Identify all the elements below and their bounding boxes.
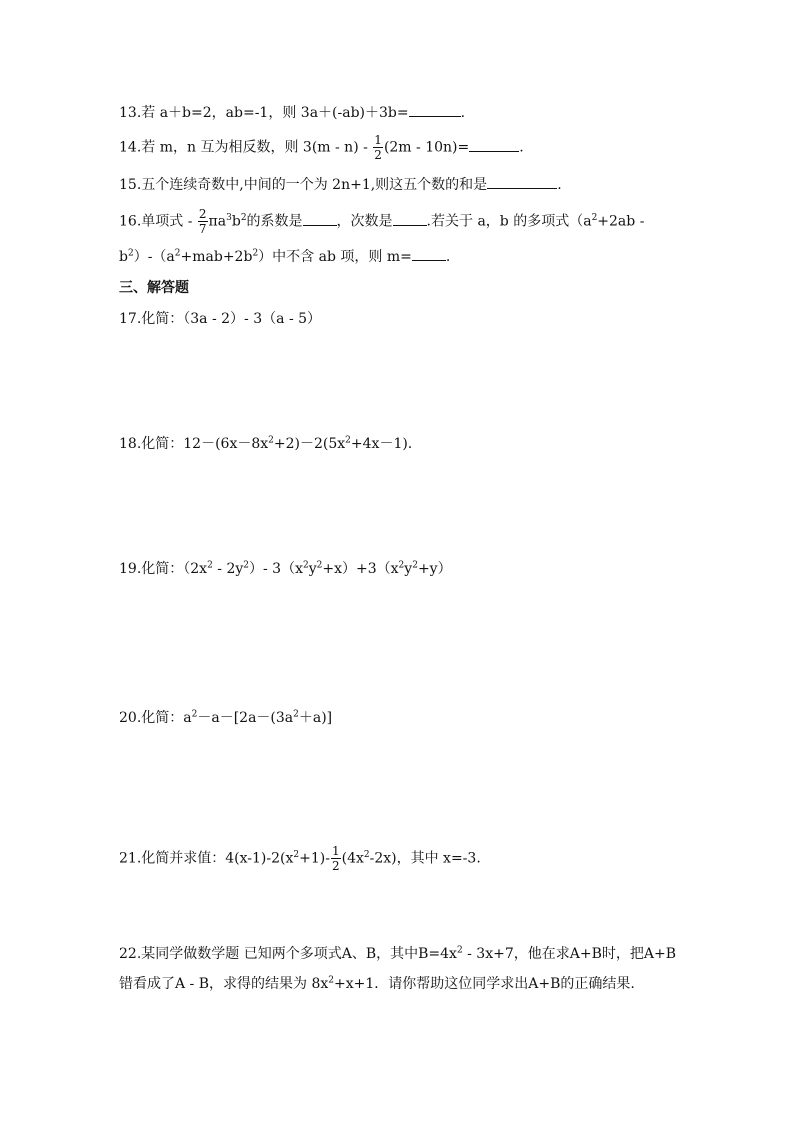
question-21: 21.化简并求值：$4(x-1)-2(x^2+1)-$ $\frac{1}{2}$ $(4x^2-2x)$，其中 x=-3.	[119, 844, 481, 873]
question-22: 22.某同学做数学题 已知两个多项式A、B，其中$B=4x^2 - 3x+7$，他在求A+B时，把A+B	[119, 945, 677, 962]
q21-fraction: $\frac{1}{2}$	[331, 844, 340, 873]
question-16-line-2: $b^2)-(a^2+mab+2b^2)$中不含 ab 项，则 m= .	[119, 246, 450, 267]
question-22-line-2: 错看成了A - B，求得的结果为 $8x^2+x+1$．请你帮助这位同学求出A+B的正确结果.	[119, 975, 635, 992]
q16-coefficient-blank[interactable]	[303, 211, 337, 226]
q14-answer-blank[interactable]	[469, 137, 519, 152]
q14-text: 14.若 m，n 互为相反数，则 3(m - n) -	[119, 139, 368, 156]
question-17	[119, 309, 321, 329]
question-18: 18.化简：$12-(6x-8x^2+2)-2(5x^2+4x-1)$.	[119, 435, 413, 452]
q13-text: 13.若 a＋b=2，ab=-1，则 3a＋(-ab)＋3b=	[119, 105, 409, 121]
question-15: 15.五个连续奇数中,中间的一个为 2n+1,则这五个数的和是 .	[119, 174, 562, 195]
question-13: 13.若 a＋b=2，ab=-1，则 3a＋(-ab)＋3b= .	[119, 102, 465, 123]
question-19: 19.化简：$(2x^2 - 2y^2)-$ $3(x^2y^2+x)+3(x^2y^2+y)$	[119, 560, 452, 577]
q16-text: 16.单项式 -	[119, 213, 193, 230]
question-20: 20.化简：$a^2-a-[2a-(3a^2+a)]$	[119, 709, 333, 726]
q17-text: 17.化简：（3a - 2）- 3（a - 5）	[119, 311, 322, 327]
question-14: 14.若 m，n 互为相反数，则 3(m - n) - $\frac{1}{2}$ (2m - 10n)= .	[119, 133, 524, 162]
q13-answer-blank[interactable]	[409, 102, 461, 117]
q16-degree-blank[interactable]	[393, 211, 427, 226]
q16-fraction: $\frac{2}{7}$	[198, 207, 207, 236]
q14-fraction: $\frac{1}{2}$	[374, 133, 382, 162]
q15-answer-blank[interactable]	[487, 174, 557, 189]
q16-m-blank[interactable]	[412, 246, 446, 261]
question-16: 16.单项式 - $\frac{2}{7}$ $\pi a^3b^2$的系数是 ，次数是 .若关于 a，b 的多项式（$a^2+2ab$ -	[119, 207, 645, 236]
q15-text: 15.五个连续奇数中,中间的一个为 2n+1,则这五个数的和是	[119, 177, 488, 193]
section-heading: 三、解答题	[119, 280, 189, 296]
